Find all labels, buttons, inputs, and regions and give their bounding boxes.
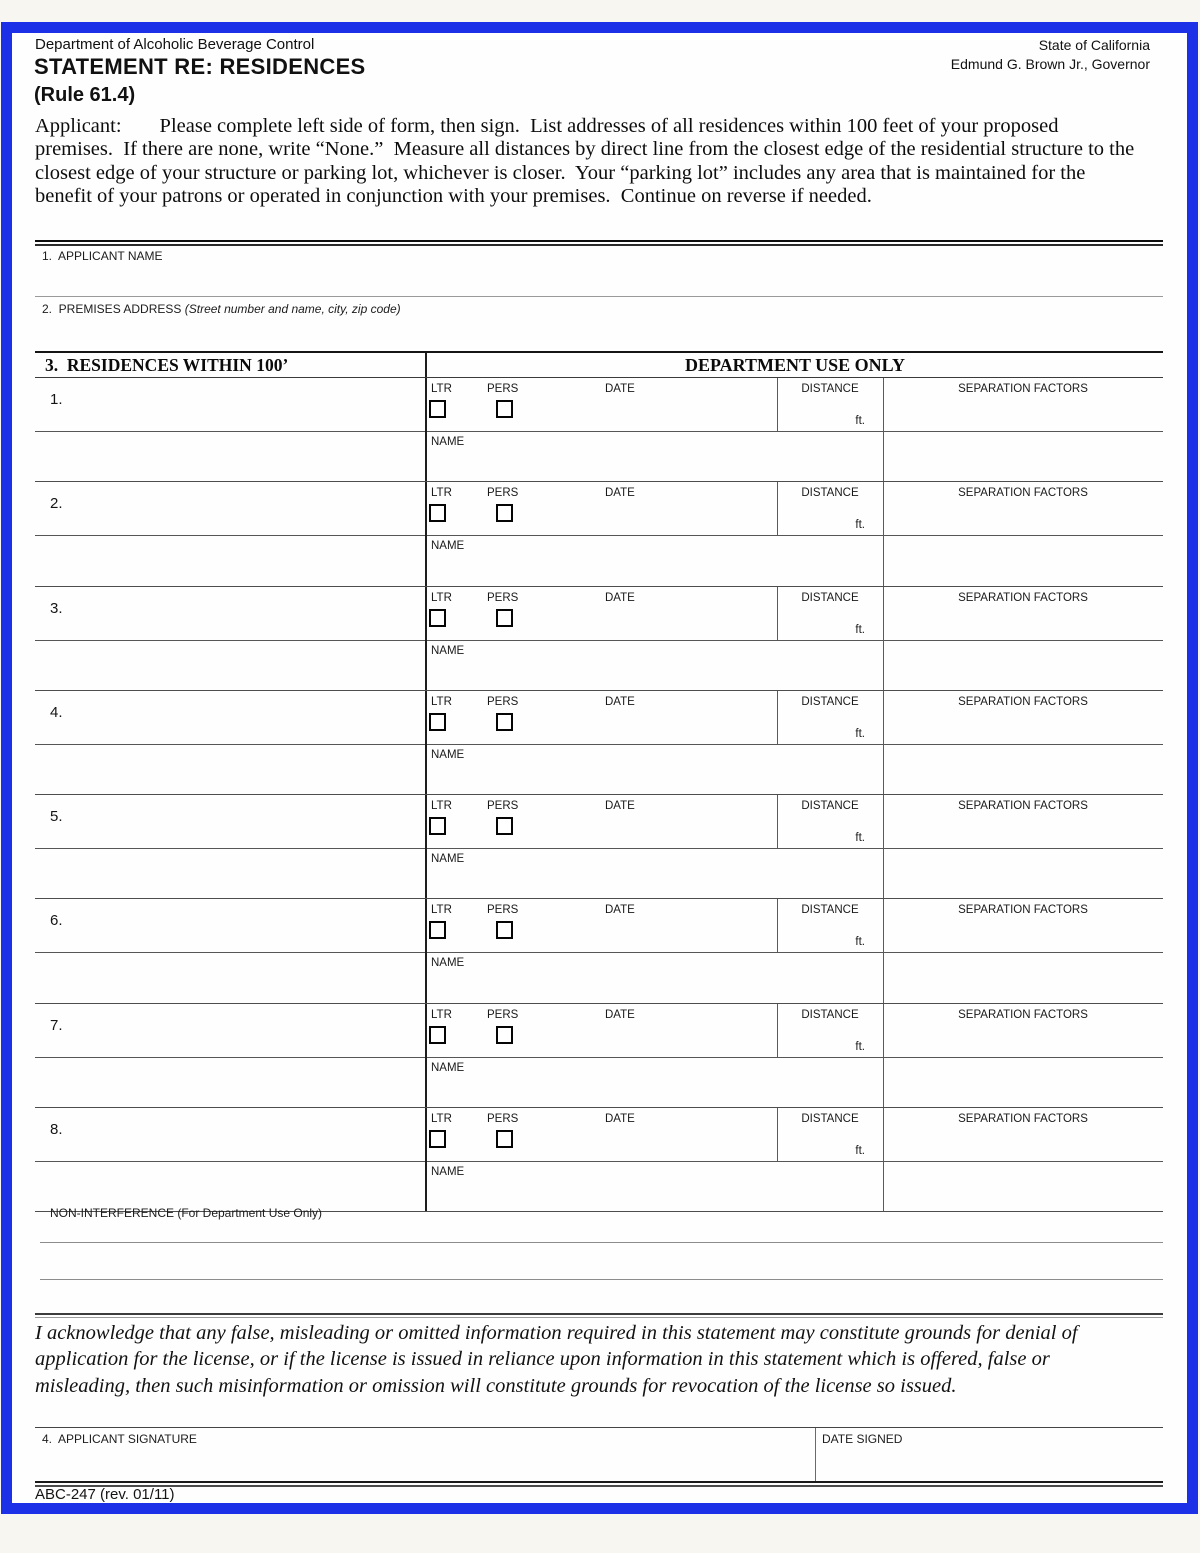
applicant-name-label: 1. APPLICANT NAME [42,249,163,263]
date-input[interactable] [610,813,770,845]
signature-section [35,1427,1163,1482]
main-column-divider [425,482,427,585]
residence-row [35,899,1163,1003]
non-interference-rule-line [40,1242,1163,1243]
pers-checkbox[interactable] [496,713,513,731]
row-number: 2. [50,495,63,513]
applicant-signature-label: 4. APPLICANT SIGNATURE [42,1432,197,1446]
pers-column-label: PERS [487,591,519,604]
ltr-checkbox[interactable] [429,921,446,939]
premises-address-label: 2. PREMISES ADDRESS (Street number and name, city, zip code) [42,302,401,316]
distance-input[interactable] [779,498,863,518]
distance-input[interactable] [779,915,863,935]
ltr-checkbox[interactable] [429,1026,446,1044]
distance-input[interactable] [779,707,863,727]
date-column-label: DATE [605,1112,635,1125]
distance-input[interactable] [779,1124,863,1144]
pers-checkbox[interactable] [496,504,513,522]
premises-address-hint: (Street number and name, city, zip code) [184,302,401,316]
pers-column-label: PERS [487,1112,519,1125]
feet-unit-label: ft. [855,415,865,427]
residence-address-input[interactable] [39,825,419,895]
date-input[interactable] [610,917,770,949]
state-name: State of California [1038,37,1150,53]
distance-input[interactable] [779,1020,863,1040]
main-column-divider [425,795,427,898]
residence-address-input[interactable] [39,617,419,687]
non-interference-line2-input[interactable] [40,1246,1163,1278]
separation-factors-input[interactable] [887,709,1159,791]
distance-column-label: DISTANCE [801,591,859,604]
premises-address-input[interactable] [36,318,1156,348]
name-input[interactable] [435,763,875,791]
row-number: 3. [50,599,63,617]
date-column-label: DATE [605,591,635,604]
distance-column-label: DISTANCE [801,1112,859,1125]
name-field-label: NAME [431,1061,465,1074]
name-input[interactable] [435,1180,875,1208]
separation-factors-column-label: SEPARATION FACTORS [958,1112,1088,1125]
date-input[interactable] [610,709,770,741]
separation-factors-column-label: SEPARATION FACTORS [958,695,1088,708]
separation-factors-input[interactable] [887,1126,1159,1208]
date-column-label: DATE [605,487,635,500]
non-interference-rule-line [40,1279,1163,1280]
pers-checkbox[interactable] [496,817,513,835]
residence-row [35,691,1163,795]
residence-address-input[interactable] [39,721,419,791]
date-column-label: DATE [605,695,635,708]
residence-row [35,587,1163,691]
name-input[interactable] [435,554,875,582]
section-divider-double [35,240,1163,246]
acknowledgment-divider [35,1313,1163,1318]
separation-factors-input[interactable] [887,1022,1159,1104]
department-use-only-header: DEPARTMENT USE ONLY [684,355,906,375]
distance-column-label: DISTANCE [801,904,859,917]
pers-checkbox[interactable] [496,1130,513,1148]
row-number: 6. [50,912,63,930]
state-header [951,36,1150,74]
ltr-column-label: LTR [431,800,452,812]
date-signed-label: DATE SIGNED [822,1432,903,1446]
pers-column-label: PERS [487,1008,519,1021]
ltr-checkbox[interactable] [429,609,446,627]
date-signed-input[interactable] [822,1448,1152,1478]
residences-column-header: 3. RESIDENCES WITHIN 100’ [45,355,289,375]
separation-factors-input[interactable] [887,396,1159,478]
pers-column-label: PERS [487,487,519,500]
main-column-divider [425,1108,427,1211]
name-field-label: NAME [431,1165,465,1178]
pers-column-label: PERS [487,800,519,812]
feet-unit-label: ft. [855,832,865,844]
pers-checkbox[interactable] [496,609,513,627]
name-input[interactable] [435,450,875,478]
main-column-divider [425,587,427,690]
instructions-text: Please complete left side of form, then sign. List addresses of all residences within 100 feet of your proposed premises. If there are none, write “None.” Measure all distances by direct line from the closest edge of the residential structure to the closest edge of your structure or parking lot, whichever is closer. Your “parking lot” includes any area that is maintained for the benefit of your patrons or operated in conjunction with your premises. Continue on reverse if needed. [35,115,1135,208]
residence-row [35,482,1163,586]
date-column-label: DATE [605,1008,635,1021]
form-title: STATEMENT RE: RESIDENCES [34,54,366,79]
distance-input[interactable] [779,811,863,831]
name-input[interactable] [435,1076,875,1104]
date-input[interactable] [610,1022,770,1054]
separation-factors-column-label: SEPARATION FACTORS [958,487,1088,500]
residence-address-input[interactable] [39,1138,419,1208]
ltr-checkbox[interactable] [429,817,446,835]
residence-row [35,378,1163,482]
applicant-instructions [35,115,1135,209]
instructions-label: Applicant: [35,115,122,137]
name-field-label: NAME [431,644,465,657]
pers-column-label: PERS [487,904,519,917]
residence-row [35,1108,1163,1212]
distance-input[interactable] [779,394,863,414]
non-interference-label: NON-INTERFERENCE (For Department Use Only) [50,1206,323,1220]
date-column-label: DATE [605,383,635,395]
date-input[interactable] [610,605,770,637]
row-number: 5. [50,808,63,825]
residences-table-header [35,353,1163,378]
ltr-checkbox[interactable] [429,400,446,418]
date-input[interactable] [610,500,770,532]
name-input[interactable] [435,971,875,999]
form-rule: (Rule 61.4) [34,84,136,106]
feet-unit-label: ft. [855,623,865,636]
feet-unit-label: ft. [855,519,865,532]
separation-factors-input[interactable] [887,500,1159,582]
distance-column-label: DISTANCE [801,383,859,395]
form-number: ABC-247 (rev. 01/11) [35,1486,175,1503]
date-input[interactable] [610,396,770,428]
pers-checkbox[interactable] [496,400,513,418]
feet-unit-label: ft. [855,936,865,949]
name-field-label: NAME [431,436,465,448]
row-number: 7. [50,1016,63,1034]
distance-column-label: DISTANCE [801,800,859,812]
residence-address-input[interactable] [39,512,419,582]
residence-rows [35,378,1163,1212]
distance-input[interactable] [779,603,863,623]
row-number: 4. [50,703,63,721]
row-number: 1. [50,391,63,408]
separation-factors-column-label: SEPARATION FACTORS [958,800,1088,812]
feet-unit-label: ft. [855,1040,865,1053]
residence-row [35,1004,1163,1108]
name-input[interactable] [435,659,875,687]
residence-address-input[interactable] [39,1034,419,1104]
ltr-column-label: LTR [431,591,452,604]
main-column-divider [425,899,427,1002]
ltr-checkbox[interactable] [429,713,446,731]
separation-factors-input[interactable] [887,917,1159,999]
signature-date-divider [815,1428,816,1482]
date-input[interactable] [610,1126,770,1158]
residence-address-input[interactable] [39,408,419,478]
applicant-name-input[interactable] [36,263,1156,293]
governor-name: Edmund G. Brown Jr., Governor [950,56,1150,72]
main-column-divider [425,1004,427,1107]
feet-unit-label: ft. [855,1144,865,1157]
non-interference-line1-input[interactable] [40,1214,1163,1241]
pers-checkbox[interactable] [496,921,513,939]
distance-column-label: DISTANCE [801,695,859,708]
name-field-label: NAME [431,540,465,553]
distance-column-label: DISTANCE [801,1008,859,1021]
separation-factors-column-label: SEPARATION FACTORS [958,383,1088,395]
separation-factors-column-label: SEPARATION FACTORS [958,1008,1088,1021]
applicant-signature-input[interactable] [42,1448,802,1478]
distance-column-label: DISTANCE [801,487,859,500]
separation-factors-input[interactable] [887,605,1159,687]
name-input[interactable] [435,867,875,895]
pers-checkbox[interactable] [496,1026,513,1044]
ltr-column-label: LTR [431,383,452,395]
date-column-label: DATE [605,800,635,812]
separation-factors-column-label: SEPARATION FACTORS [958,904,1088,917]
main-column-divider [425,378,427,481]
ltr-column-label: LTR [431,487,452,500]
acknowledgment-text: I acknowledge that any false, misleading or omitted information required in this statement may constitute grounds for denial of application for the license, or if the license is issued in reliance upon information in this statement which is offered, false or misleading, then such misinformation or omission will constitute grounds for revocation of the license so issued. [35,1322,1078,1397]
name-field-label: NAME [431,957,465,970]
ltr-checkbox[interactable] [429,1130,446,1148]
date-column-label: DATE [605,904,635,917]
row-number: 8. [50,1120,63,1138]
ltr-checkbox[interactable] [429,504,446,522]
ltr-column-label: LTR [431,1008,452,1021]
field-divider [35,296,1163,297]
footer-divider-double [35,1481,1163,1487]
feet-unit-label: ft. [855,727,865,740]
separation-factors-column-label: SEPARATION FACTORS [958,591,1088,604]
department-name: Department of Alcoholic Beverage Control [35,36,315,53]
main-column-divider [425,691,427,794]
separation-factors-input[interactable] [887,813,1159,895]
residences-table [35,351,1163,1212]
name-field-label: NAME [431,853,465,865]
ltr-column-label: LTR [431,695,452,708]
name-field-label: NAME [431,748,465,761]
pers-column-label: PERS [487,695,519,708]
residence-row [35,795,1163,899]
ltr-column-label: LTR [431,1112,452,1125]
residence-address-input[interactable] [39,929,419,999]
ltr-column-label: LTR [431,904,452,917]
pers-column-label: PERS [487,383,519,395]
